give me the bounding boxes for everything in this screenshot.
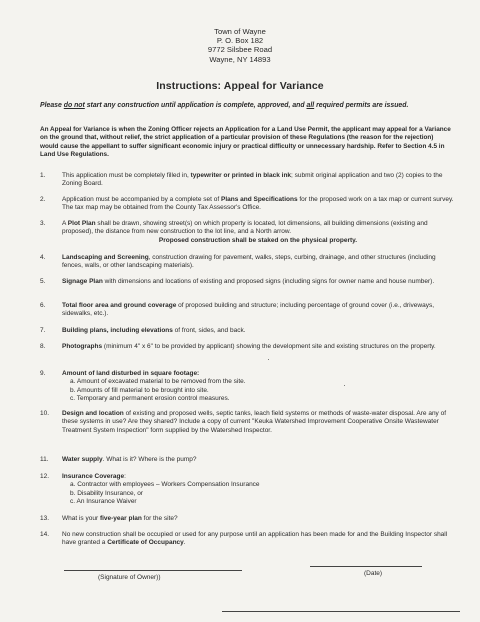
sub-item: a. Amount of excavated material to be removed from the site. [70, 378, 246, 386]
item-number: 1. [40, 172, 46, 179]
owner-signature-label: (Signature of Owner)) [98, 574, 161, 581]
item-number: 13. [40, 515, 50, 522]
scan-speck [268, 359, 269, 360]
item-bold-text: Landscaping and Screening [62, 254, 149, 261]
item-number: 4. [40, 254, 46, 261]
item-bold-text: Total floor area and ground coverage [62, 302, 177, 309]
intro-paragraph: An Appeal for Variance is when the Zoning Officer rejects an Application for a Land Use Permit, the applicant may appeal for a Variance on the ground that, without relief, the strict application of a particular provision of these Regulations (the reason for the rejection) would cause the appellant to suffer significant economic injury or practical difficulty or unnecessary hardship. Refer to Section 4.5 in Land Use Regulations. [40, 126, 451, 158]
item-text: ; submit original application and two (2) copies to the Zoning Board. [62, 172, 443, 188]
sub-item: b. Amounts of fill material to be brought into site. [70, 386, 209, 394]
item-text: A [62, 220, 68, 227]
page-title: Instructions: Appeal for Variance [156, 80, 324, 92]
item-text: . [183, 539, 186, 547]
item-number: 2. [40, 196, 46, 203]
item-text: No new construction shall be occupied or used for any purpose until an application has been made for and the Building Inspector shall have granted a [62, 531, 448, 547]
item-bold-text: Signage Plan [62, 278, 103, 285]
warning-part-2: start any construction until application is complete, approved, and [84, 102, 307, 109]
item-bold-text: Plans and Specifications [220, 196, 298, 203]
item-bold-text: Plot Plan [67, 220, 96, 227]
item-bold-text: Photographs [62, 343, 103, 350]
item-bold-text: typewriter or printed in black ink [190, 172, 292, 179]
item-text: of proposed building and structure; including percentage of ground cover (i.e., driveways, sidewalks, etc.). [62, 302, 434, 318]
item-text: shall be drawn, showing street(s) on which property is located, lot dimensions, all building dimensions (existing and proposed), the distance from new construction to the lot line, and a North arrow. [62, 220, 428, 236]
address-line-2: P. O. Box 182 [216, 36, 264, 46]
item-emphasis: Proposed construction shall be staked on the physical property. [158, 236, 358, 244]
item-number: 3. [40, 220, 46, 227]
item-text: : [124, 473, 126, 480]
item-number: 10. [40, 410, 50, 417]
item-number: 14. [40, 531, 50, 538]
item-number: 11. [40, 456, 49, 463]
item-text: What is your [62, 515, 100, 522]
warning-all: all [306, 102, 315, 109]
item-text: for the site? [141, 515, 178, 522]
item-number: 8. [40, 343, 46, 350]
item-bold-text: Design and location [62, 410, 124, 417]
sub-item: c. An Insurance Waiver [70, 498, 137, 506]
sub-item: c. Temporary and permanent erosion control measures. [70, 395, 230, 403]
item-bold-text: Amount of land disturbed in square footage: [62, 370, 200, 377]
item-number: 5. [40, 278, 46, 285]
item-text: (minimum 4" x 6" to be provided by applicant) showing the development site and existing structures on the property. [102, 343, 436, 350]
item-number: 9. [40, 370, 46, 377]
address-line-1: Town of Wayne [214, 27, 266, 36]
item-bold-text: Water supply [62, 456, 103, 463]
item-text: This application must be completely filled in, [62, 172, 191, 179]
item-bold-text: Insurance Coverage [62, 473, 125, 480]
item-text: with dimensions and locations of existing and proposed signs (including signs for owner name and house number). [102, 278, 435, 285]
date-label: (Date) [364, 570, 383, 577]
item-text: Application must be accompanied by a complete set of [62, 196, 221, 203]
sub-item: b. Disability Insurance, or [70, 489, 143, 497]
warning-do-not: do not [63, 102, 85, 109]
item-text: of front, sides, and back. [172, 327, 246, 334]
item-text: for the proposed work on a tax map or current survey. The tax map may be obtained from the County Tax Assessor's Office. [62, 196, 454, 212]
item-number: 12. [40, 473, 50, 480]
bottom-rule [222, 611, 460, 612]
item-text: , construction drawing for pavement, walks, steps, curbing, drainage, and other structures (including fences, walls, or other landscaping materials). [62, 254, 436, 270]
item-text: . What is it? Where is the pump? [102, 456, 197, 463]
item-text: of existing and proposed wells, septic tanks, leach field systems or methods of waste-water disposal. Are any of these systems in use? Are they shared? Include a copy of current "Keuka Watershed Improvement Cooperative Onsite Wastewater Treatment System Inspection" form supplied by the Watershed Inspector. [62, 410, 447, 434]
warning-part-1: Please [40, 102, 64, 109]
warning-text [40, 101, 450, 110]
address-line-3: 9772 Silsbee Road [207, 45, 273, 55]
item-bold-text: Certificate of Occupancy [107, 539, 184, 547]
address-block [0, 27, 480, 64]
item-number: 7. [40, 327, 46, 334]
address-line-4: Wayne, NY 14893 [209, 54, 271, 64]
item-bold-text: five-year plan [99, 515, 142, 522]
warning-part-3: required permits are issued. [314, 102, 409, 109]
sub-item: a. Contractor with employees – Workers Compensation Insurance [70, 481, 260, 489]
owner-signature-line [64, 570, 242, 571]
item-number: 6. [40, 302, 46, 309]
date-line [310, 566, 422, 567]
item-bold-text: Building plans, including elevations [62, 327, 173, 334]
